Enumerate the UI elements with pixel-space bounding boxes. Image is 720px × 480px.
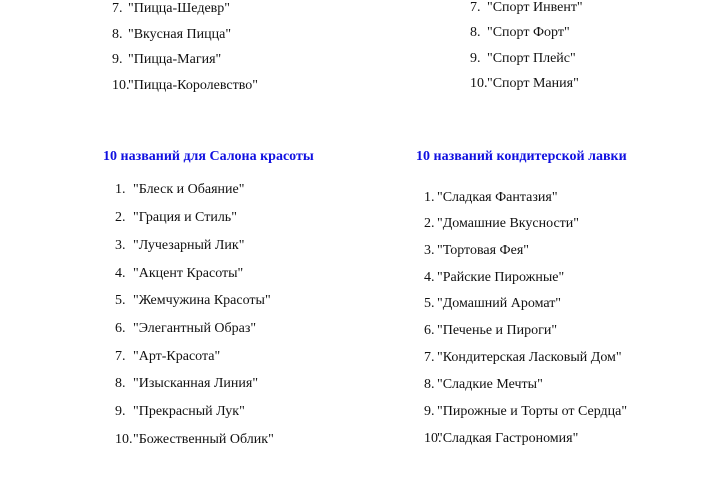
item-number: 9.: [115, 404, 126, 419]
item-name: "Домашние Вкусности": [437, 216, 579, 231]
list-item: [470, 76, 579, 92]
item-name: "Спорт Форт": [487, 25, 570, 40]
item-name: "Прекрасный Лук": [133, 404, 245, 419]
list-item: [424, 296, 561, 312]
item-name: "Домашний Аромат": [437, 296, 562, 311]
item-name: "Акцент Красоты": [133, 266, 244, 281]
list-item: [424, 270, 564, 286]
item-name: "Изысканная Линия": [133, 376, 259, 391]
item-number: 10.: [112, 78, 130, 93]
list-item: [115, 210, 237, 226]
list-item: [112, 52, 221, 68]
list-item: [115, 349, 220, 365]
list-item: [470, 0, 583, 16]
item-number: 1.: [115, 182, 126, 197]
item-name: "Арт-Красота": [133, 349, 221, 364]
list-item: [115, 432, 274, 448]
list-item: [115, 404, 245, 420]
item-name: "Сладкие Мечты": [437, 377, 543, 392]
list-item: [424, 404, 627, 420]
item-number: 4.: [115, 266, 126, 281]
item-number: 9.: [470, 51, 481, 66]
item-number: 2.: [424, 216, 435, 231]
list-item: [424, 431, 578, 447]
item-number: 8.: [424, 377, 435, 392]
item-name: "Райские Пирожные": [437, 270, 565, 285]
item-number: 8.: [470, 25, 481, 40]
list-item: [424, 377, 543, 393]
list-item: [115, 182, 244, 198]
list-item: [470, 51, 576, 67]
item-number: 8.: [112, 27, 123, 42]
item-number: 1.: [424, 190, 435, 205]
list-item: [115, 238, 244, 254]
item-name: "Печенье и Пироги": [437, 323, 558, 338]
confectionery-heading: 10 названий кондитерской лавки: [416, 149, 627, 164]
item-number: 2.: [115, 210, 126, 225]
list-item: [424, 216, 579, 232]
item-name: "Грация и Стиль": [133, 210, 237, 225]
item-number: 5.: [424, 296, 435, 311]
item-number: 3.: [115, 238, 126, 253]
item-name: "Тортовая Фея": [437, 243, 529, 258]
list-item: [424, 190, 558, 206]
item-number: 10.: [115, 432, 133, 447]
list-item: [424, 243, 529, 259]
list-item: [424, 350, 622, 366]
item-number: 4.: [424, 270, 435, 285]
list-item: [115, 266, 243, 282]
item-number: 10.: [424, 431, 442, 446]
item-number: 6.: [424, 323, 435, 338]
item-number: 8.: [115, 376, 126, 391]
item-number: 7.: [112, 1, 123, 16]
item-name: "Сладкая Фантазия": [437, 190, 558, 205]
item-number: 6.: [115, 321, 126, 336]
item-number: 5.: [115, 293, 126, 308]
list-item: [115, 376, 258, 392]
list-item: [115, 321, 256, 337]
item-name: "Пирожные и Торты от Сердца": [437, 404, 628, 419]
list-item: [115, 293, 271, 309]
list-item: [112, 1, 230, 17]
item-number: 10.: [470, 76, 488, 91]
item-number: 7.: [470, 0, 481, 15]
item-number: 9.: [112, 52, 123, 67]
item-name: "Спорт Мания": [487, 76, 579, 91]
list-item: [112, 27, 231, 43]
item-name: "Блеск и Обаяние": [133, 182, 245, 197]
item-name: "Вкусная Пицца": [128, 27, 232, 42]
list-item: [424, 323, 557, 339]
item-name: "Лучезарный Лик": [133, 238, 245, 253]
item-name: "Жемчужина Красоты": [133, 293, 271, 308]
list-item: [112, 78, 258, 94]
list-item: [470, 25, 570, 41]
item-name: "Элегантный Образ": [133, 321, 257, 336]
item-name: "Пицца-Королевство": [128, 78, 258, 93]
item-name: "Спорт Инвент": [487, 0, 583, 15]
item-name: "Спорт Плейс": [487, 51, 576, 66]
item-number: 7.: [115, 349, 126, 364]
item-name: "Сладкая Гастрономия": [437, 431, 579, 446]
item-number: 9.: [424, 404, 435, 419]
item-name: "Кондитерская Ласковый Дом": [437, 350, 622, 365]
item-number: 7.: [424, 350, 435, 365]
beauty-salon-heading: 10 названий для Салона красоты: [103, 149, 314, 164]
item-name: "Пицца-Магия": [128, 52, 222, 67]
item-name: "Божественный Облик": [133, 432, 274, 447]
item-name: "Пицца-Шедевр": [128, 1, 230, 16]
item-number: 3.: [424, 243, 435, 258]
